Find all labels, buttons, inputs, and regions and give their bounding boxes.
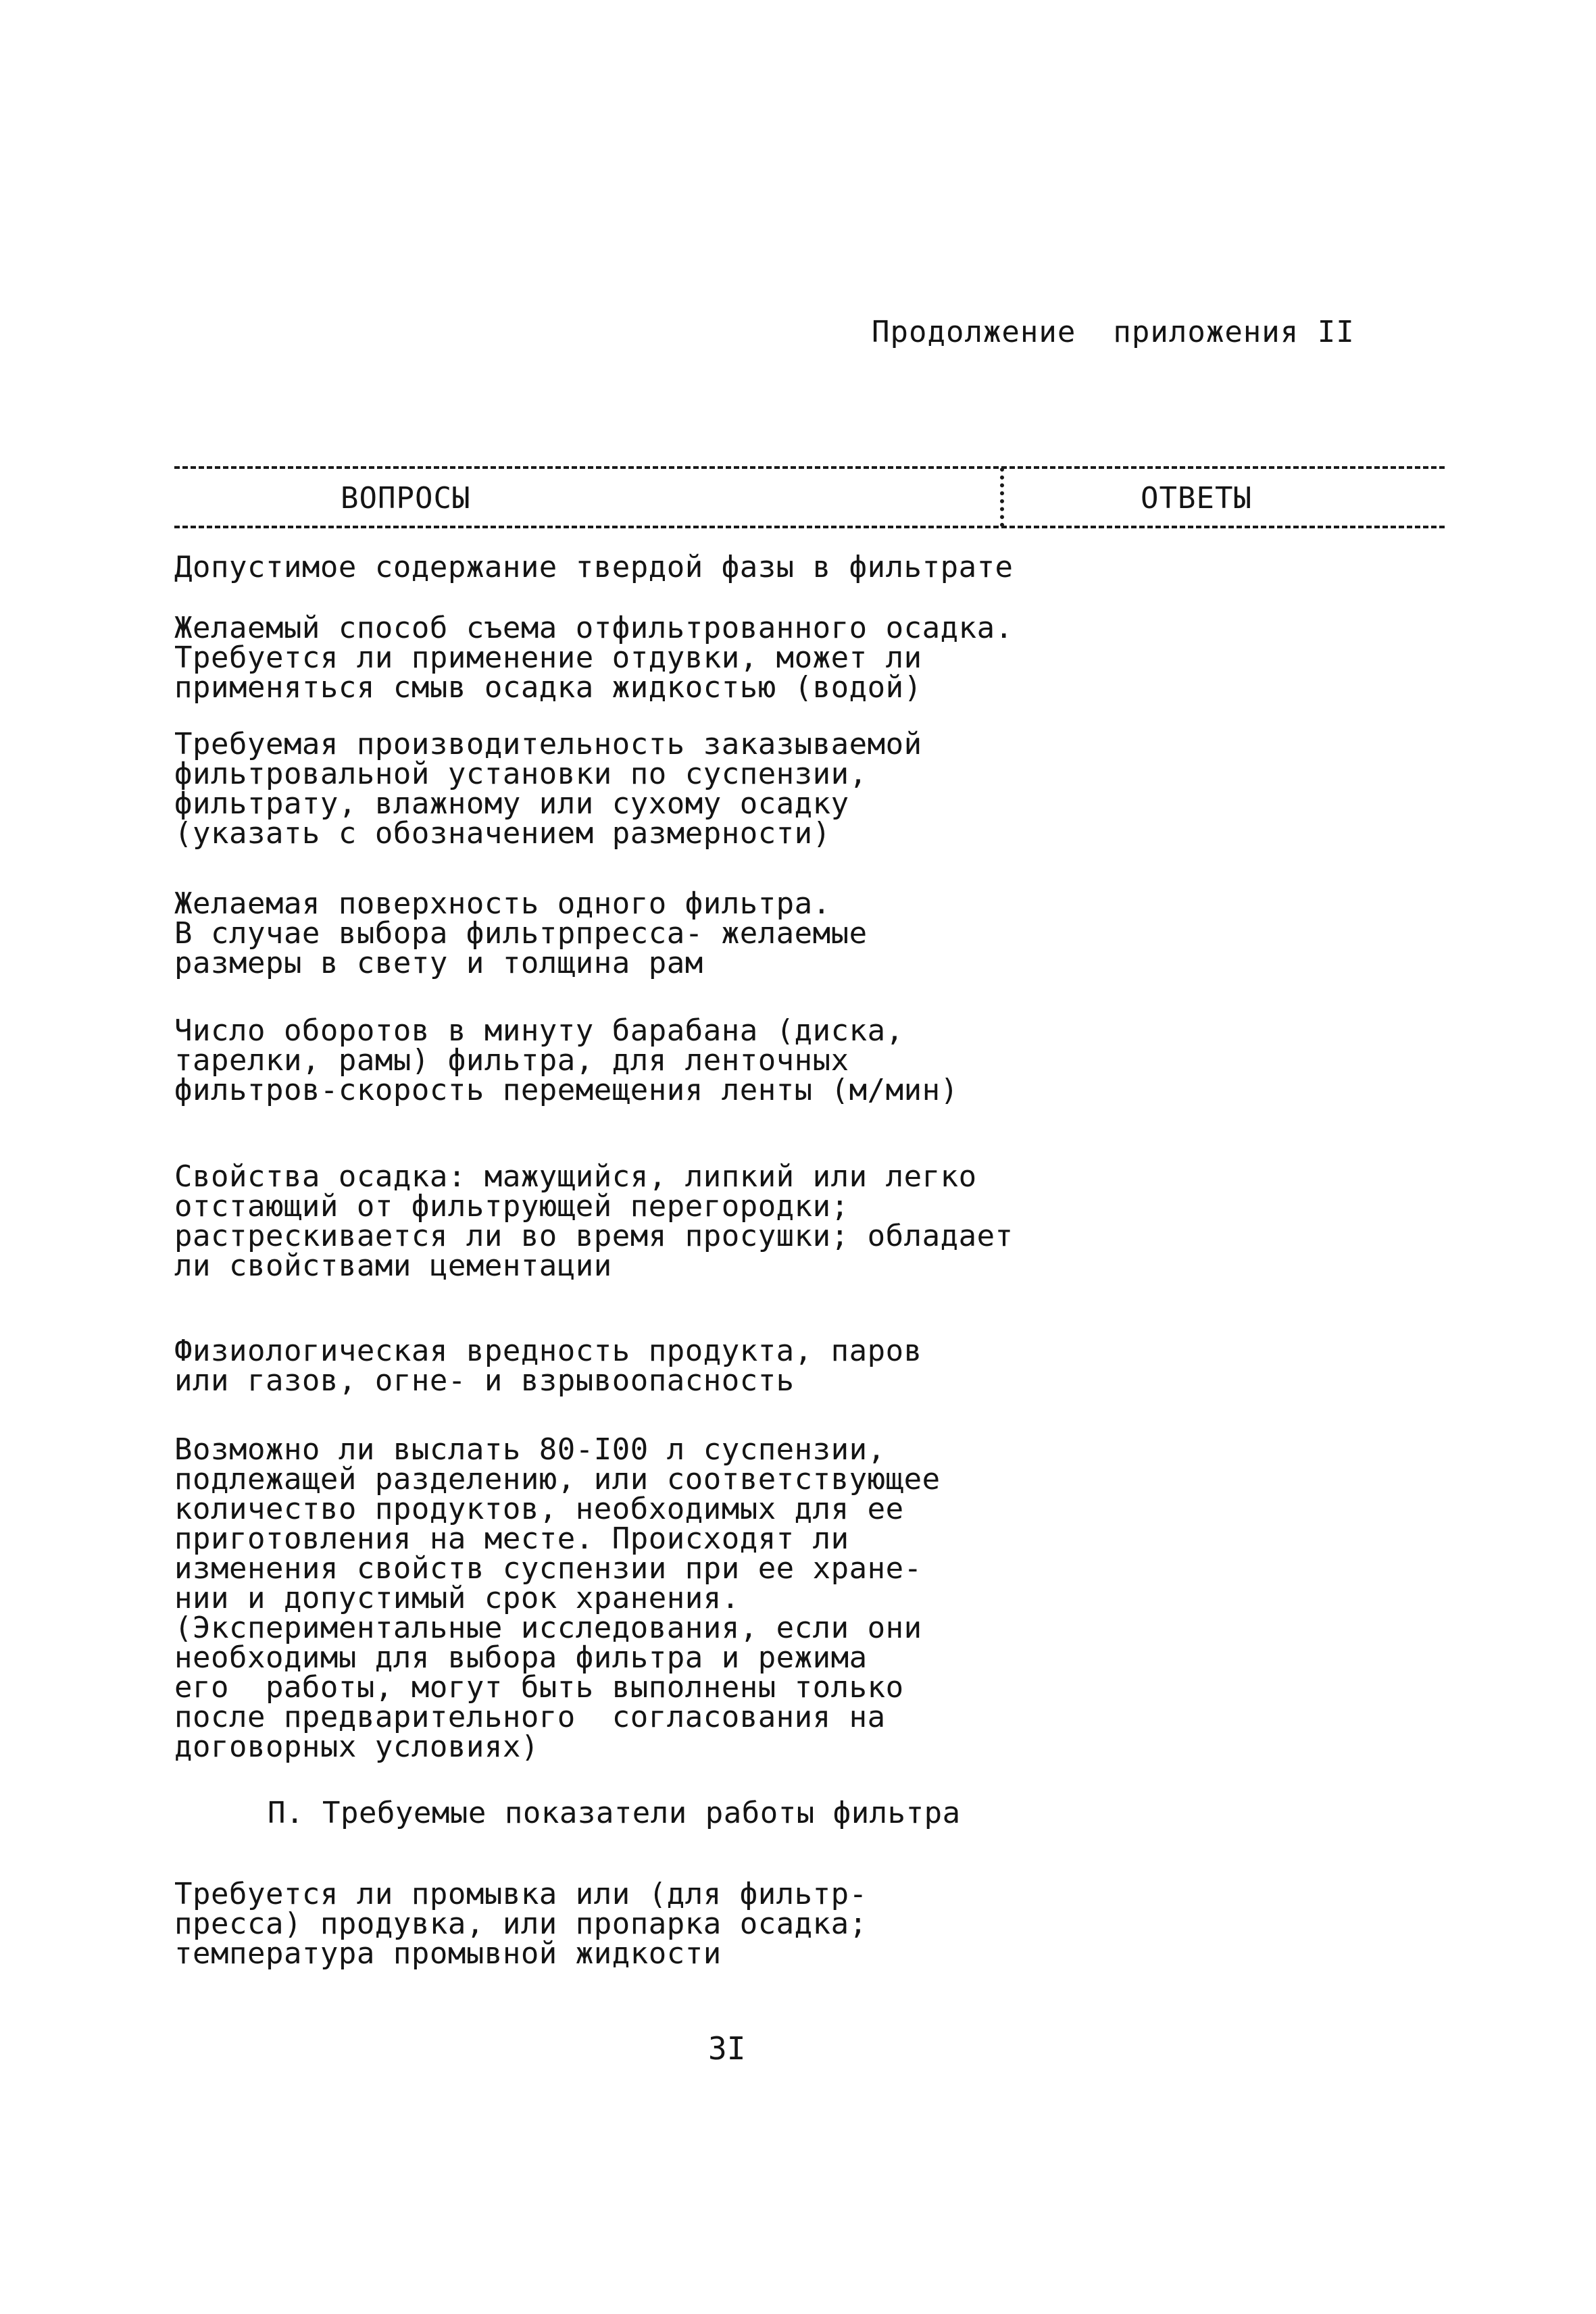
question-line: (указать с обозначением размерности) bbox=[174, 816, 831, 851]
question-line: растрескивается ли во время просушки; обладает bbox=[174, 1219, 1014, 1253]
question-item bbox=[174, 550, 1120, 584]
question-line: Возможно ли выслать 80-I00 л суспензии, bbox=[174, 1432, 886, 1467]
question-item bbox=[174, 1336, 1120, 1396]
question-line: (Экспериментальные исследования, если они bbox=[174, 1611, 922, 1645]
question-line: Требуется ли промывка или (для фильтр- bbox=[174, 1877, 868, 1911]
question-line: Желаемая поверхность одного фильтра. bbox=[174, 886, 831, 921]
question-item bbox=[174, 1013, 1120, 1107]
question-line: Число оборотов в минуту барабана (диска, bbox=[174, 1013, 904, 1048]
question-line: количество продуктов, необходимых для ее bbox=[174, 1492, 904, 1526]
question-item bbox=[174, 613, 1120, 703]
question-line: нии и допустимый срок хранения. bbox=[174, 1581, 740, 1615]
question-line: фильтрату, влажному или сухому осадку bbox=[174, 786, 849, 821]
question-item bbox=[174, 1877, 1120, 1971]
question-line: отстающий от фильтрующей перегородки; bbox=[174, 1189, 849, 1224]
question-line: Физиологическая вредность продукта, паров bbox=[174, 1334, 922, 1368]
question-line: или газов, огне- и взрывоопасность bbox=[174, 1363, 795, 1398]
question-line: применяться смыв осадка жидкостью (водой) bbox=[174, 670, 922, 705]
section-title: П. Требуемые показатели работы фильтра bbox=[268, 1796, 961, 1830]
question-line: договорных условиях) bbox=[174, 1730, 539, 1764]
question-line: температура промывной жидкости bbox=[174, 1936, 722, 1971]
question-line: Желаемый способ съема отфильтрованного осадка. bbox=[174, 611, 1014, 645]
header-top-rule bbox=[174, 466, 1445, 469]
question-item bbox=[174, 886, 1120, 980]
question-line: В случае выбора фильтрпресса- желаемые bbox=[174, 916, 868, 951]
question-line: после предварительного согласования на bbox=[174, 1700, 886, 1734]
question-line: приготовления на месте. Происходят ли bbox=[174, 1521, 849, 1556]
question-line: подлежащей разделению, или соответствующее bbox=[174, 1462, 941, 1496]
header-note: Продолжение приложения II bbox=[872, 315, 1355, 349]
question-item bbox=[174, 1432, 1120, 1764]
question-line: ли свойствами цементации bbox=[174, 1249, 612, 1283]
question-line: Свойства осадка: мажущийся, липкий или легко bbox=[174, 1159, 977, 1194]
header-bottom-rule bbox=[174, 526, 1445, 528]
question-line: Допустимое содержание твердой фазы в фильтрате bbox=[174, 550, 1014, 584]
answers-column-heading: ОТВЕТЫ bbox=[1141, 481, 1252, 515]
question-line: пресса) продувка, или пропарка осадка; bbox=[174, 1907, 868, 1941]
question-line: Требуемая производительность заказываемой bbox=[174, 727, 922, 761]
question-line: его работы, могут быть выполнены только bbox=[174, 1670, 904, 1705]
questions-column-heading: ВОПРОСЫ bbox=[341, 481, 471, 515]
question-item bbox=[174, 1159, 1120, 1283]
column-separator bbox=[1000, 468, 1004, 527]
question-line: фильтров-скорость перемещения ленты (м/мин) bbox=[174, 1073, 959, 1107]
table-header bbox=[174, 466, 1445, 528]
question-line: необходимы для выбора фильтра и режима bbox=[174, 1640, 868, 1675]
question-line: тарелки, рамы) фильтра, для ленточных bbox=[174, 1043, 849, 1078]
question-item bbox=[174, 727, 1120, 851]
question-line: фильтровальной установки по суспензии, bbox=[174, 757, 868, 791]
question-line: Требуется ли применение отдувки, может ли bbox=[174, 640, 922, 675]
question-line: размеры в свету и толщина рам bbox=[174, 946, 703, 980]
page-number: 3I bbox=[708, 2030, 746, 2067]
question-line: изменения свойств суспензии при ее хране- bbox=[174, 1551, 922, 1586]
